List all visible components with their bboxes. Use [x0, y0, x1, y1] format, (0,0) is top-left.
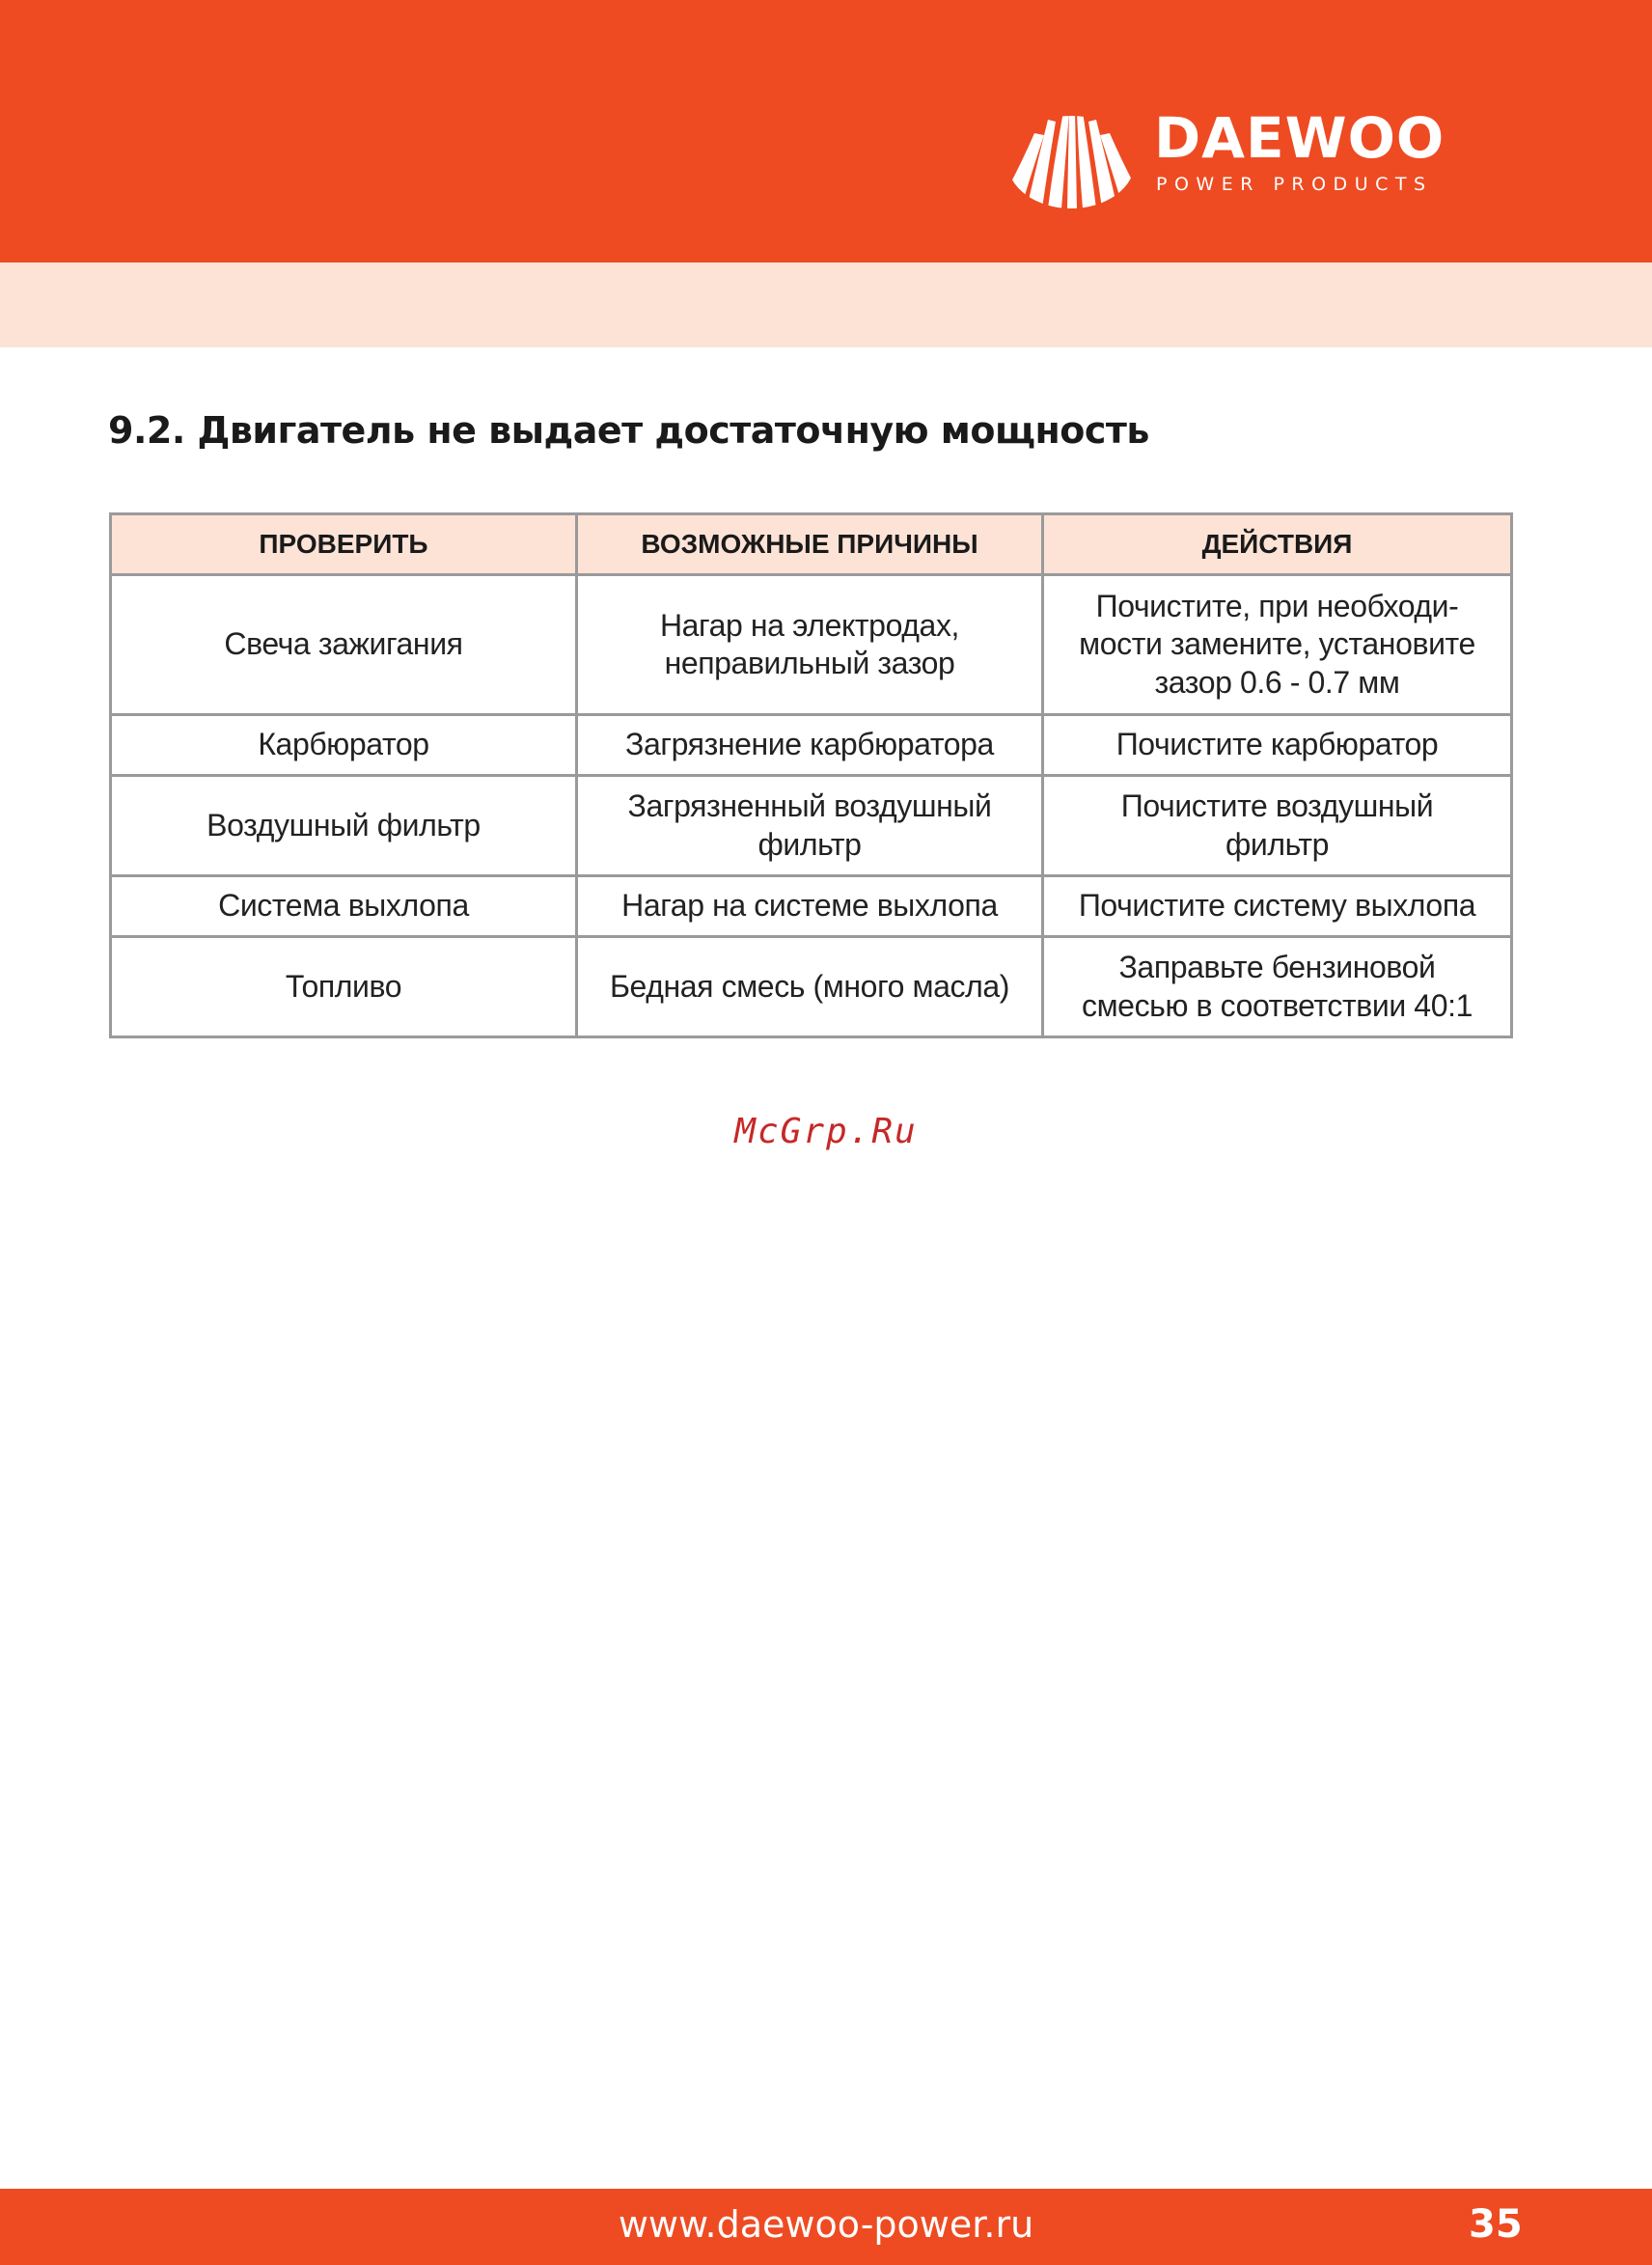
daewoo-fan-logo-icon — [1007, 106, 1143, 208]
cell-action: Почистите, при необходи- мости замените, установите зазор 0.6 - 0.7 мм — [1043, 575, 1512, 715]
cell-action: Почистите карбюратор — [1043, 715, 1512, 776]
cell-action: Почистите систему выхлопа — [1043, 876, 1512, 937]
cell-cause: Нагар на системе выхлопа — [577, 876, 1043, 937]
cell-check: Свеча зажигания — [111, 575, 577, 715]
table-header-row — [111, 514, 1512, 575]
cell-check: Система выхлопа — [111, 876, 577, 937]
troubleshooting-table — [109, 512, 1513, 1038]
table-row — [111, 715, 1512, 776]
brand-tagline: POWER PRODUCTS — [1156, 174, 1433, 195]
table-row — [111, 876, 1512, 937]
cell-cause: Бедная смесь (много масла) — [577, 937, 1043, 1037]
cell-action: Почистите воздушный фильтр — [1043, 776, 1512, 876]
cell-cause: Загрязнение карбюратора — [577, 715, 1043, 776]
cell-cause: Загрязненный воздушный фильтр — [577, 776, 1043, 876]
section-title: 9.2. Двигатель не выдает достаточную мощность — [108, 409, 1149, 452]
footer-website-link[interactable]: www.daewoo-power.ru — [618, 2203, 1034, 2246]
subheader-band — [0, 262, 1652, 347]
header-check: ПРОВЕРИТЬ — [111, 514, 577, 575]
table-row — [111, 776, 1512, 876]
header-cause: ВОЗМОЖНЫЕ ПРИЧИНЫ — [577, 514, 1043, 575]
cell-check: Воздушный фильтр — [111, 776, 577, 876]
cell-action: Заправьте бензиновой смесью в соответствии 40:1 — [1043, 937, 1512, 1037]
watermark-text: McGrp.Ru — [734, 1112, 918, 1151]
page-number: 35 — [1469, 2202, 1523, 2247]
header-action: ДЕЙСТВИЯ — [1043, 514, 1512, 575]
brand-name: DAEWOO — [1154, 105, 1446, 171]
table-row — [111, 937, 1512, 1037]
table-row — [111, 575, 1512, 715]
cell-cause: Нагар на электродах, неправильный зазор — [577, 575, 1043, 715]
cell-check: Карбюратор — [111, 715, 577, 776]
cell-check: Топливо — [111, 937, 577, 1037]
brand-logo — [1007, 106, 1490, 208]
